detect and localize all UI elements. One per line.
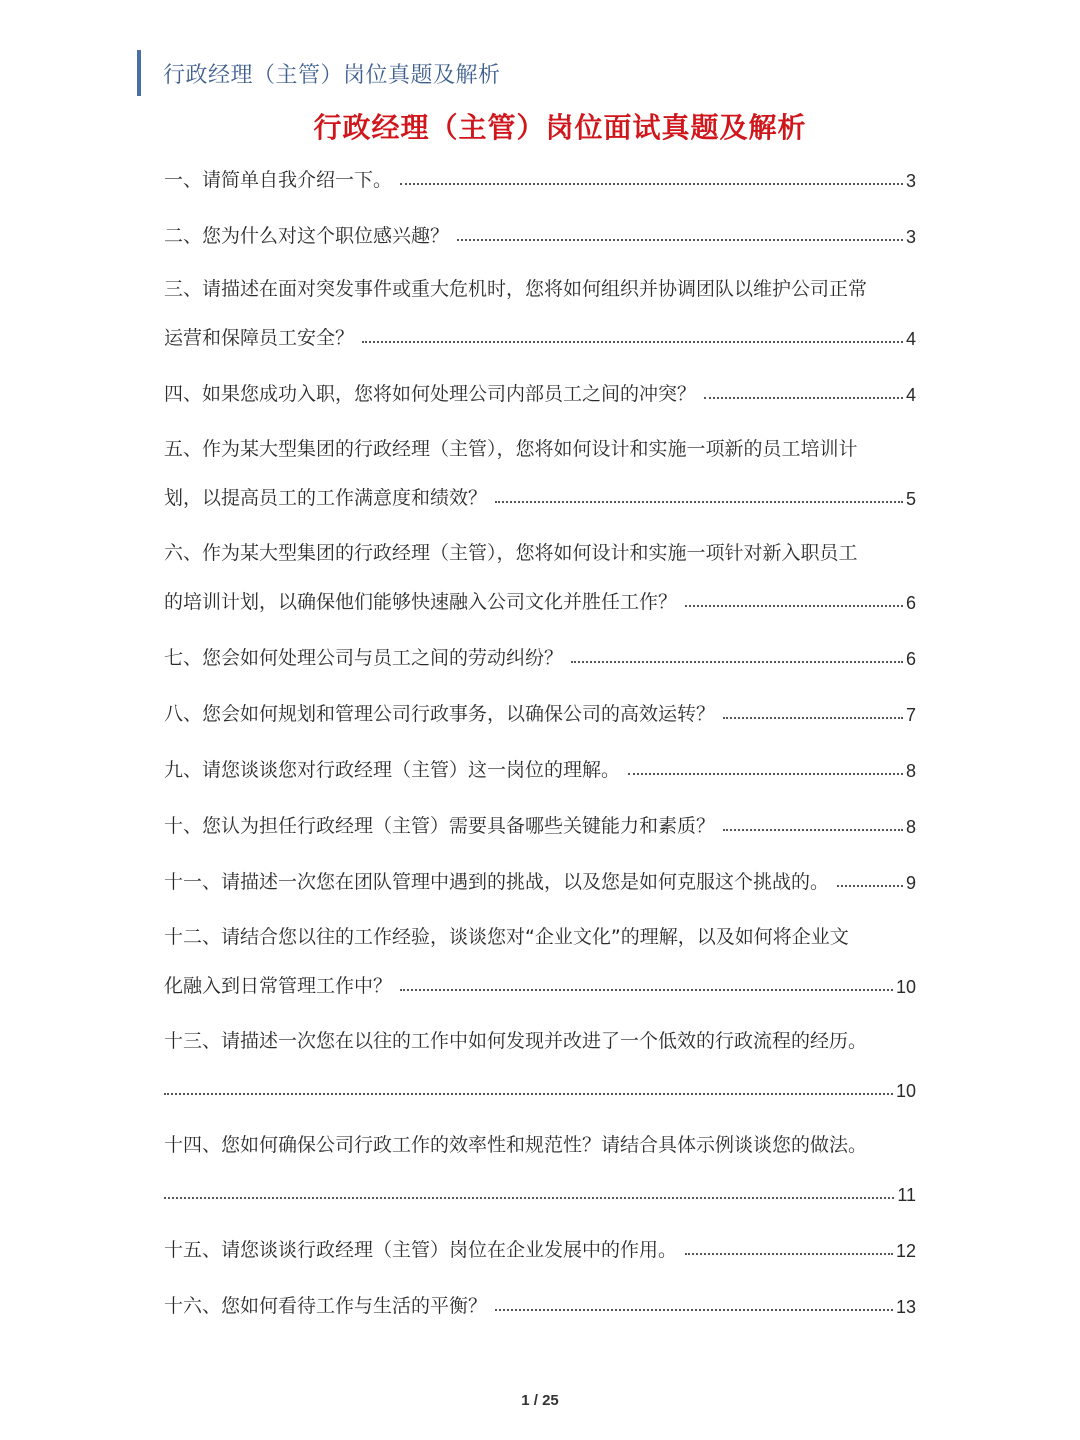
toc-entry[interactable]: 七、您会如何处理公司与员工之间的劳动纠纷？ 6 xyxy=(164,647,916,669)
toc-page-number: 12 xyxy=(895,1241,916,1261)
toc-entry[interactable] xyxy=(164,1176,916,1206)
toc-entry[interactable] xyxy=(164,1072,916,1102)
toc-entry[interactable]: 一、请简单自我介绍一下。 3 xyxy=(164,169,916,191)
toc-entry[interactable]: 的培训计划，以确保他们能够快速融入公司文化并胜任工作？ 6 xyxy=(164,591,916,613)
leader-dots xyxy=(685,1253,893,1255)
toc-entry[interactable]: 化融入到日常管理工作中？ 10 xyxy=(164,975,916,997)
toc-entry[interactable]: 十六、您如何看待工作与生活的平衡？ 13 xyxy=(164,1295,916,1317)
leader-dots xyxy=(495,1309,893,1311)
toc-entry[interactable]: 十、您认为担任行政经理（主管）需要具备哪些关键能力和素质？ 8 xyxy=(164,815,916,837)
toc-entry[interactable]: 十一、请描述一次您在团队管理中遇到的挑战，以及您是如何克服这个挑战的。 9 xyxy=(164,871,916,893)
toc-entry[interactable]: 划，以提高员工的工作满意度和绩效？ 5 xyxy=(164,487,916,509)
toc-page-number: 10 xyxy=(895,1081,916,1101)
toc-entry-line1[interactable]: 十三、请描述一次您在以往的工作中如何发现并改进了一个低效的行政流程的经历。 xyxy=(164,1030,868,1052)
leader-dots xyxy=(704,397,903,399)
leader-dots xyxy=(164,1197,894,1199)
toc-entry-line1[interactable]: 五、作为某大型集团的行政经理（主管），您将如何设计和实施一项新的员工培训计 xyxy=(164,438,858,460)
toc-entry-line1[interactable]: 十四、您如何确保公司行政工作的效率性和规范性？请结合具体示例谈谈您的做法。 xyxy=(164,1134,868,1156)
toc-entry[interactable]: 二、您为什么对这个职位感兴趣？ 3 xyxy=(164,225,916,247)
toc-entry[interactable]: 九、请您谈谈您对行政经理（主管）这一岗位的理解。 8 xyxy=(164,759,916,781)
header-title: 行政经理（主管）岗位真题及解析 xyxy=(163,62,501,88)
toc-page-number: 9 xyxy=(905,873,916,893)
leader-dots xyxy=(400,183,903,185)
leader-dots xyxy=(164,1093,893,1095)
running-header xyxy=(137,50,501,96)
toc-page-number: 4 xyxy=(905,385,916,405)
leader-dots xyxy=(837,885,903,887)
toc-page-number: 3 xyxy=(905,171,916,191)
leader-dots xyxy=(457,239,903,241)
toc-page-number: 13 xyxy=(895,1297,916,1317)
toc-entry[interactable]: 四、如果您成功入职，您将如何处理公司内部员工之间的冲突？ 4 xyxy=(164,383,916,405)
leader-dots xyxy=(723,717,903,719)
toc-page-number: 6 xyxy=(905,593,916,613)
toc-entry-line1[interactable]: 三、请描述在面对突发事件或重大危机时，您将如何组织并协调团队以维护公司正常 xyxy=(164,278,868,300)
page-indicator: 1 / 25 xyxy=(521,1392,559,1409)
toc-page-number: 5 xyxy=(905,489,916,509)
leader-dots xyxy=(685,605,903,607)
leader-dots xyxy=(723,829,903,831)
toc-entry[interactable]: 八、您会如何规划和管理公司行政事务，以确保公司的高效运转？ 7 xyxy=(164,703,916,725)
leader-dots xyxy=(362,341,903,343)
toc-page-number: 8 xyxy=(905,817,916,837)
toc-page-number: 10 xyxy=(895,977,916,997)
toc-page-number: 11 xyxy=(897,1185,916,1205)
toc-page-number: 4 xyxy=(905,329,916,349)
toc-page-number: 7 xyxy=(905,705,916,725)
toc-entry-line1[interactable]: 十二、请结合您以往的工作经验，谈谈您对“企业文化”的理解，以及如何将企业文 xyxy=(164,926,849,948)
leader-dots xyxy=(628,773,903,775)
leader-dots xyxy=(495,501,903,503)
toc-page-number: 6 xyxy=(905,649,916,669)
toc-page-number: 8 xyxy=(905,761,916,781)
document-title: 行政经理（主管）岗位面试真题及解析 xyxy=(313,111,807,144)
leader-dots xyxy=(571,661,903,663)
leader-dots xyxy=(400,989,893,991)
toc-entry[interactable]: 十五、请您谈谈行政经理（主管）岗位在企业发展中的作用。 12 xyxy=(164,1239,916,1261)
toc-entry-line1[interactable]: 六、作为某大型集团的行政经理（主管），您将如何设计和实施一项针对新入职员工 xyxy=(164,542,858,564)
toc-entry[interactable]: 运营和保障员工安全？ 4 xyxy=(164,327,916,349)
header-accent-bar xyxy=(137,50,141,96)
toc-page-number: 3 xyxy=(905,227,916,247)
